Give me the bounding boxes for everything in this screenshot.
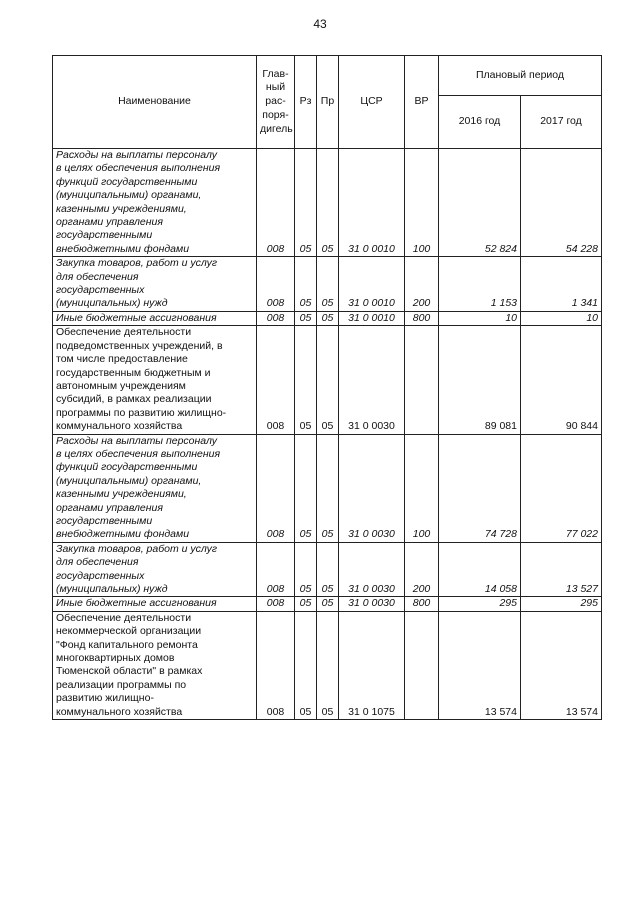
cell-2017: 13 574 — [521, 611, 602, 719]
row-name-line: государственными — [56, 514, 153, 527]
cell-pr: 05 — [317, 611, 339, 719]
row-name-line: подведомственных учреждений, в — [56, 339, 223, 352]
row-name-line: том числе предоставление — [56, 353, 188, 366]
row-name — [53, 326, 257, 434]
row-name-line: (муниципальных) нужд — [56, 297, 168, 310]
row-name-line: многоквартирных домов — [56, 652, 175, 665]
row-name-line: коммунального хозяйства — [56, 705, 183, 718]
cell-2017: 1 341 — [521, 257, 602, 312]
row-name-line: (муниципальных) нужд — [56, 583, 168, 595]
cell-csr: 31 0 0010 — [339, 311, 405, 325]
row-name-line: функций государственными — [56, 175, 198, 188]
cell-glavny: 008 — [257, 326, 295, 434]
cell-csr: 31 0 0010 — [339, 149, 405, 257]
cell-2016: 89 081 — [439, 326, 521, 434]
cell-csr: 31 0 0030 — [339, 326, 405, 434]
cell-vr: 100 — [405, 149, 439, 257]
header-year-2016: 2016 год — [439, 96, 521, 149]
row-name-line: Обеспечение деятельности — [56, 611, 192, 624]
row-name-line: органами управления — [56, 216, 163, 229]
cell-2017: 90 844 — [521, 326, 602, 434]
cell-2016: 1 153 — [439, 257, 521, 312]
cell-vr: 800 — [405, 597, 439, 611]
row-name-line: Тюменской области" в рамках — [56, 665, 203, 678]
cell-2017: 295 — [521, 597, 602, 611]
cell-2016: 74 728 — [439, 434, 521, 542]
cell-vr — [405, 611, 439, 719]
cell-csr: 31 0 0030 — [339, 597, 405, 611]
row-name-line: государственным бюджетным и — [56, 366, 211, 379]
cell-2016: 10 — [439, 311, 521, 325]
table-row — [53, 611, 602, 719]
row-name-line: Иные бюджетные ассигнования — [56, 311, 217, 324]
table-row — [53, 311, 602, 325]
cell-glavny: 008 — [257, 542, 295, 597]
row-name — [53, 611, 257, 719]
cell-pr: 05 — [317, 434, 339, 542]
row-name-line: (муниципальными) органами, — [56, 189, 202, 202]
row-name — [53, 257, 257, 312]
header-name: Наименование — [53, 56, 257, 149]
cell-rz: 05 — [295, 597, 317, 611]
row-name-line: внебюджетными фондами — [56, 528, 190, 541]
cell-2017: 13 527 — [521, 542, 602, 597]
cell-pr: 05 — [317, 542, 339, 597]
row-name-line: Иные бюджетные ассигнования — [56, 597, 217, 610]
row-name — [53, 149, 257, 257]
table-row — [53, 149, 602, 257]
row-name-line: Расходы на выплаты персоналу — [56, 149, 218, 161]
row-name-line: реализации программы по — [56, 678, 187, 691]
header-csr: ЦСР — [339, 56, 405, 149]
row-name-line: Закупка товаров, работ и услуг — [56, 542, 218, 555]
table-row — [53, 597, 602, 611]
row-name-line: развитию жилищно- — [56, 692, 154, 705]
cell-rz: 05 — [295, 611, 317, 719]
header-glavny-line: рас- — [265, 95, 286, 108]
header-glavny-line: дигель — [260, 122, 293, 135]
cell-glavny: 008 — [257, 257, 295, 312]
table-row — [53, 434, 602, 542]
cell-pr: 05 — [317, 597, 339, 611]
page-number: 43 — [313, 17, 327, 31]
cell-csr: 31 0 1075 — [339, 611, 405, 719]
table-header — [53, 56, 602, 149]
row-name-line: "Фонд капитального ремонта — [56, 638, 198, 651]
cell-glavny: 008 — [257, 611, 295, 719]
row-name-line: субсидий, в рамках реализации — [56, 393, 212, 406]
row-name-line: программы по развитию жилищно- — [56, 406, 227, 419]
cell-pr: 05 — [317, 149, 339, 257]
cell-csr: 31 0 0010 — [339, 257, 405, 312]
header-year-2017: 2017 год — [521, 96, 602, 149]
cell-2016: 13 574 — [439, 611, 521, 719]
cell-rz: 05 — [295, 257, 317, 312]
table-body — [53, 149, 602, 720]
cell-rz: 05 — [295, 326, 317, 434]
cell-2016: 14 058 — [439, 542, 521, 597]
cell-2017: 54 228 — [521, 149, 602, 257]
cell-vr: 800 — [405, 311, 439, 325]
cell-csr: 31 0 0030 — [339, 542, 405, 597]
cell-2017: 10 — [521, 311, 602, 325]
cell-rz: 05 — [295, 434, 317, 542]
cell-glavny: 008 — [257, 434, 295, 542]
row-name — [53, 542, 257, 597]
cell-vr — [405, 326, 439, 434]
header-glavny-line: Глав- — [262, 67, 289, 80]
row-name-line: коммунального хозяйства — [56, 420, 183, 433]
row-name — [53, 597, 257, 611]
table-row — [53, 542, 602, 597]
row-name-line: внебюджетными фондами — [56, 242, 190, 255]
row-name-line: казенными учреждениями, — [56, 202, 187, 215]
row-name-line: государственных — [56, 284, 145, 297]
cell-rz: 05 — [295, 542, 317, 597]
cell-2016: 295 — [439, 597, 521, 611]
row-name-line: органами управления — [56, 501, 163, 514]
cell-vr: 200 — [405, 257, 439, 312]
header-rz: Рз — [295, 56, 317, 149]
row-name — [53, 311, 257, 325]
cell-csr: 31 0 0030 — [339, 434, 405, 542]
row-name-line: Закупка товаров, работ и услуг — [56, 257, 218, 270]
row-name-line: автономным учреждениям — [56, 379, 186, 392]
cell-vr: 200 — [405, 542, 439, 597]
table-row — [53, 257, 602, 312]
cell-glavny: 008 — [257, 597, 295, 611]
header-glavny — [257, 56, 295, 149]
cell-glavny: 008 — [257, 311, 295, 325]
header-vr: ВР — [405, 56, 439, 149]
row-name-line: в целях обеспечения выполнения — [56, 447, 221, 460]
row-name-line: Обеспечение деятельности — [56, 326, 192, 339]
cell-vr: 100 — [405, 434, 439, 542]
header-planned-period: Плановый период — [439, 56, 602, 96]
cell-2016: 52 824 — [439, 149, 521, 257]
header-pr: Пр — [317, 56, 339, 149]
row-name-line: функций государственными — [56, 461, 198, 474]
cell-rz: 05 — [295, 149, 317, 257]
table-row — [53, 326, 602, 434]
row-name-line: для обеспечения — [56, 270, 139, 283]
cell-pr: 05 — [317, 311, 339, 325]
cell-2017: 77 022 — [521, 434, 602, 542]
row-name-line: Расходы на выплаты персоналу — [56, 434, 218, 447]
row-name-line: в целях обеспечения выполнения — [56, 162, 221, 175]
cell-glavny: 008 — [257, 149, 295, 257]
row-name-line: (муниципальными) органами, — [56, 474, 202, 487]
header-glavny-line: ный — [265, 81, 286, 94]
row-name-line: государственных — [56, 569, 145, 582]
row-name-line: государственными — [56, 229, 153, 242]
budget-table — [52, 55, 602, 720]
cell-pr: 05 — [317, 257, 339, 312]
row-name-line: некоммерческой организации — [56, 625, 202, 638]
header-glavny-line: поря- — [262, 108, 289, 121]
row-name — [53, 434, 257, 542]
row-name-line: казенными учреждениями, — [56, 488, 187, 501]
row-name-line: для обеспечения — [56, 556, 139, 569]
cell-rz: 05 — [295, 311, 317, 325]
cell-pr: 05 — [317, 326, 339, 434]
